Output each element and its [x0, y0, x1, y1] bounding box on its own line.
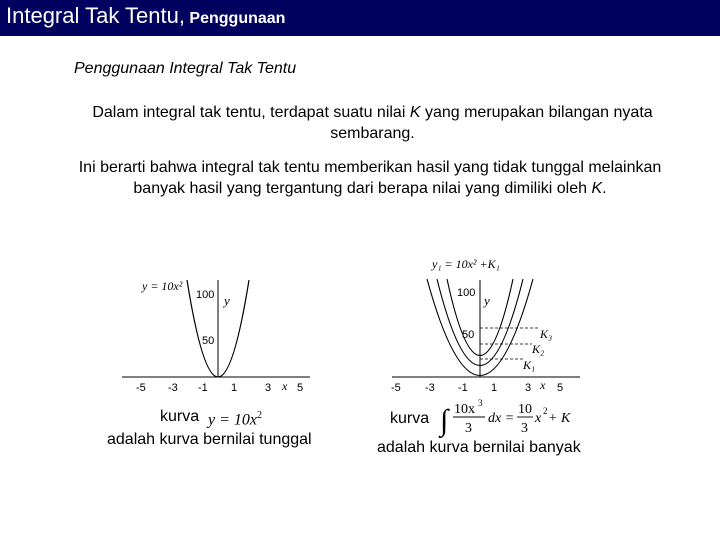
formula-rhs-tail: + K	[548, 411, 571, 426]
right-graph	[380, 252, 600, 412]
left-caption-line2: adalah kurva bernilai tunggal	[107, 431, 312, 448]
right-curve-label-k2: K₂	[532, 342, 545, 356]
left-caption-formula-exp: 2	[257, 410, 262, 421]
right-x-tick: 5	[557, 382, 564, 394]
left-x-tick: 5	[297, 382, 304, 394]
paragraph-1	[80, 102, 665, 144]
formula-rhs-var: x	[535, 411, 542, 426]
right-curve-label-k3: K₃	[540, 327, 553, 341]
left-graph	[110, 260, 330, 410]
right-x-tick: -1	[458, 382, 468, 394]
right-func-label: y₁ = 10x² +K₁	[432, 257, 500, 271]
paragraph-2-before: Ini berarti bahwa integral tak tentu memberikan hasil yang tidak tunggal melainkan banyak hasil yang tergantung dari berapa nilai yang dimiliki oleh	[78, 159, 662, 197]
formula-numerator: 10x	[454, 402, 475, 417]
left-x-tick: 3	[265, 382, 272, 394]
slide-title-sub: Penggunaan	[184, 10, 286, 27]
left-y-tick-100: 100	[196, 289, 215, 301]
left-x-tick: 1	[231, 382, 238, 394]
right-caption-word: kurva	[390, 410, 430, 427]
left-x-axis-label: x	[282, 379, 288, 393]
right-x-axis-label: x	[540, 378, 546, 392]
paragraph-1-after: yang merupakan bilangan nyata sembarang.	[330, 104, 653, 142]
paragraph-1-var: K	[409, 104, 421, 121]
slide-title	[6, 3, 285, 29]
title-bar	[0, 0, 720, 36]
left-y-axis-label: y	[224, 293, 230, 308]
right-caption-formula	[440, 396, 585, 438]
right-y-axis-label: y	[484, 293, 490, 308]
left-x-tick: -1	[198, 382, 208, 394]
right-x-tick: 1	[491, 382, 498, 394]
right-y-tick-50: 50	[462, 329, 475, 341]
left-x-tick: -3	[168, 382, 178, 394]
right-x-tick: -3	[425, 382, 435, 394]
right-y-tick-100: 100	[457, 287, 476, 299]
left-func-label: y = 10x²	[142, 279, 183, 293]
formula-rhs-denominator: 3	[521, 421, 528, 436]
paragraph-2	[60, 157, 680, 199]
formula-dx: dx =	[488, 411, 515, 426]
right-caption-line2: adalah kurva bernilai banyak	[377, 439, 581, 456]
section-subtitle: Penggunaan Integral Tak Tentu	[74, 60, 297, 77]
left-x-tick: -5	[136, 382, 146, 394]
formula-denominator: 3	[465, 421, 472, 436]
left-caption-formula-lhs: y = 10x	[208, 411, 257, 429]
formula-rhs-exp: 2	[543, 406, 548, 416]
integral-sign: ∫	[440, 404, 449, 437]
paragraph-2-var: K	[591, 180, 603, 197]
right-curve-label-k1: K₁	[523, 358, 536, 372]
left-caption-word: kurva	[160, 408, 200, 425]
paragraph-2-after: .	[602, 180, 607, 197]
formula-rhs-numerator: 10	[518, 402, 532, 417]
left-y-tick-50: 50	[202, 335, 215, 347]
right-x-tick: 3	[525, 382, 532, 394]
paragraph-1-before: Dalam integral tak tentu, terdapat suatu nilai	[92, 104, 410, 121]
left-caption-formula	[208, 410, 262, 429]
slide-title-main: Integral Tak Tentu,	[6, 3, 185, 28]
right-x-tick: -5	[391, 382, 401, 394]
formula-numerator-exp: 3	[478, 398, 483, 408]
